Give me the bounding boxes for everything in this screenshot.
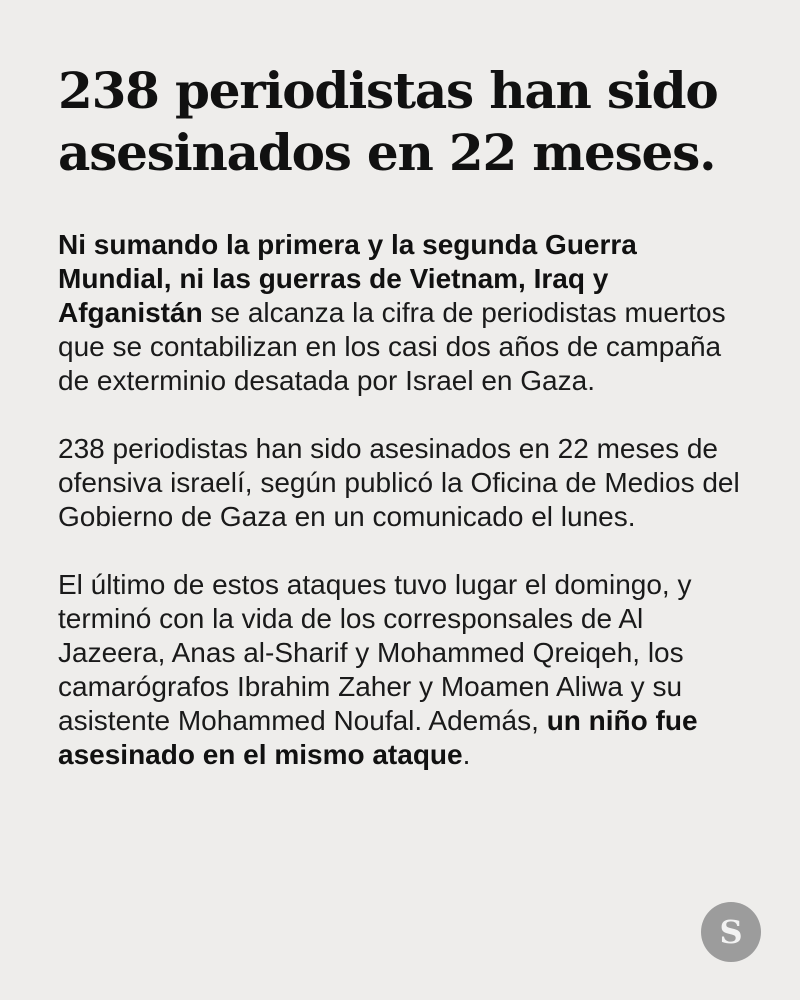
paragraph-3-end: .	[462, 739, 471, 770]
brand-logo-icon	[701, 902, 761, 962]
paragraph-3-text: El último de estos ataques tuvo lugar el domingo, y terminó con la vida de los corresponsales de Al Jazeera, Anas al-Sharif y Mohammed Qreiqeh, los camarógrafos Ibrahim Zaher y Moamen Aliwa y su asistente Mohammed Noufal. Además,	[58, 569, 692, 736]
headline-line-2: asesinados en 22 meses.	[58, 123, 716, 182]
headline	[58, 60, 748, 184]
headline-line-1: 238 periodistas han sido	[58, 61, 718, 120]
article	[58, 60, 748, 772]
paragraph-3-bold: un niño fue asesinado en el mismo ataque	[58, 705, 698, 770]
paragraph-1	[58, 228, 748, 398]
brand-logo-letter: S	[719, 913, 743, 951]
paragraph-3	[58, 568, 748, 772]
paragraph-1-text: se alcanza la cifra de periodistas muertos que se contabilizan en los casi dos años de campaña de exterminio desatada por Israel en Gaza.	[58, 297, 726, 396]
paragraph-1-bold: Ni sumando la primera y la segunda Guerra Mundial, ni las guerras de Vietnam, Iraq y Afganistán	[58, 229, 637, 328]
paragraph-2-text: 238 periodistas han sido asesinados en 22 meses de ofensiva israelí, según publicó la Oficina de Medios del Gobierno de Gaza en un comunicado el lunes.	[58, 433, 740, 532]
paragraph-2	[58, 432, 748, 534]
